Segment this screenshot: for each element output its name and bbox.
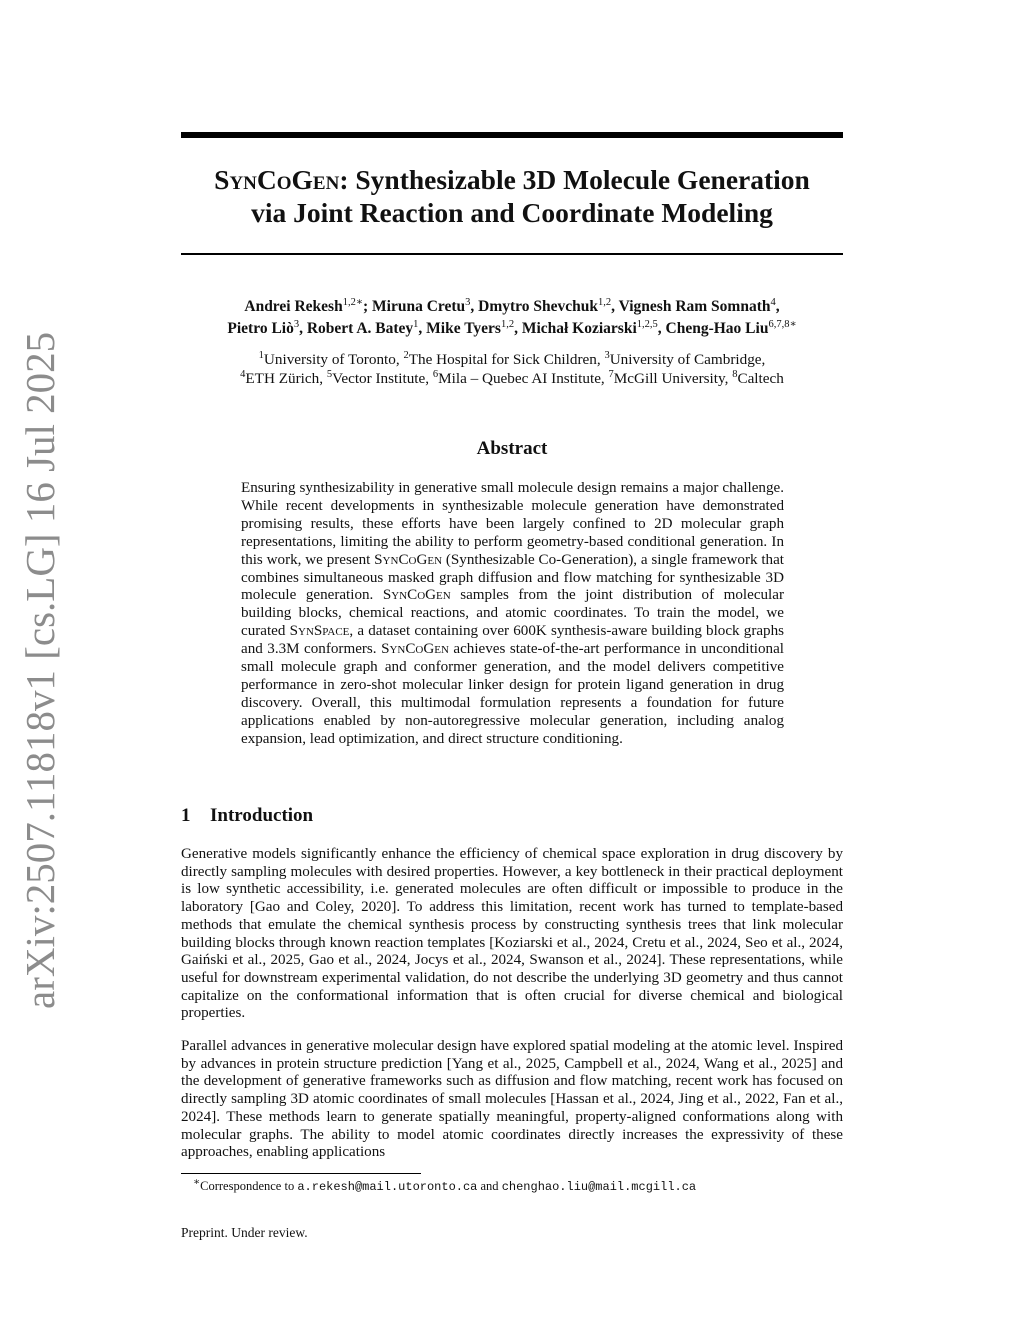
author-affil-mark: 1 [413,318,419,330]
footnote-text: Correspondence to [200,1179,298,1193]
author-name: Vignesh Ram Somnath [618,298,771,315]
affiliation: Vector Institute, [332,370,430,387]
abstract-text: achieves state-of-the-art performance in unconditional small molecule graph and conformer generation, and the model delivers competitive performance in zero-shot molecular linker design for protein ligand generation in drug discovery. Overall, this multimodal formulation represents a foundation for future applications enabled by non-autoregressive molecular generation, including analog expansion, lead optimization, and direct structure conditioning. [241,641,784,747]
author-affil-mark: 4 [770,296,776,308]
footnote-rule [181,1173,421,1174]
affiliation: University of Toronto, [263,351,400,368]
abstract-heading: Abstract [476,438,548,459]
affil-number: 3 [604,349,610,361]
section-number: 1 [181,805,191,826]
email-link[interactable]: chenghao.liu@mail.mcgill.ca [501,1180,697,1194]
intro-paragraph-2: Parallel advances in generative molecular design have explored spatial modeling at the atomic level. Inspired by advances in protein structure prediction [Yang et al., 2025, Campbell et al., 2024, Wang et al., 2025] and the development of generative frameworks such as diffusion and flow matching, recent work has focused on directly sampling 3D atomic coordinates of small molecules [Hassan et al., 2024, Jing et al., 2022, Fan et al., 2024]. These methods learn to generate spatially meaningful, property-aligned conformations along with molecular graphs. The ability to model atomic coordinates directly increases the expressivity of these approaches, enabling applications [181,1038,843,1161]
abstract-text: , a dataset containing over 600K synthesis-aware building block graphs and 3.3M conformers. [241,623,785,658]
author-name: Pietro Liò [227,320,294,337]
method-name: SynCoGen [214,164,340,195]
author-name: Dmytro Shevchuk [478,298,599,315]
corresponding-mark: ∗ [789,318,797,330]
arxiv-identifier: arXiv:2507.11818v1 [cs.LG] 16 Jul 2025 [17,331,63,1009]
footnote-mark: ∗ [193,1176,201,1188]
affil-number: 4 [240,368,246,380]
method-name: SynCoGen [382,587,451,604]
section-title: Introduction [210,805,314,826]
dataset-name: SynSpace [289,623,350,640]
corresponding-mark: ∗ [355,296,363,308]
author-name: Miruna Cretu [372,298,466,315]
preprint-notice: Preprint. Under review. [181,1225,308,1240]
affil-number: 5 [326,368,333,380]
author-affil-mark: 3 [465,296,471,308]
author-affil-mark: 1,2 [598,296,612,308]
affiliation: Caltech [737,370,784,387]
author-name: Robert A. Batey [306,320,414,337]
author-affil-mark: 1,2 [500,318,515,330]
affil-number: 6 [432,368,439,380]
title-top-rule [181,132,843,138]
abstract-text: (Synthesizable Co-Generation), a single framework that combines simultaneous masked graph diffusion and flow matching for synthesizable 3D molecule generation. [241,551,785,604]
paper-title [181,163,843,229]
affiliation: ETH Zürich, [245,370,324,387]
author-list: Andrei Rekesh$^{1,2∗}$; Miruna Cretu$^3$, Dmytro Shevchuk$^{1,2}$, Vignesh Ram Somnath$^4$, Pietro Liò$^3$, Robert A. Batey$^1$, Mike Tyers$^{1,2}$, Michał Koziarski$^{1,2,5}$, Cheng-Hao Liu$^{6,7,8∗}$ [227,296,797,337]
author-affil-mark: 1,2,5 [636,318,658,330]
affiliation-list [181,350,843,388]
intro-paragraph-1: Generative models significantly enhance the efficiency of chemical space exploration in drug discovery by directly sampling molecules with desired properties. However, a key bottleneck in their practical deployment is low synthetic accessibility, i.e. generated molecules are often difficult or impossible to produce in the laboratory [Gao and Coley, 2020]. To address this limitation, recent work has turned to template-based methods that emulate the chemical synthesis process by constructing synthesis trees that link molecular building blocks through known reaction templates [Koziarski et al., 2024, Cretu et al., 2024, Seo et al., 2024, Gaiński et al., 2025, Gao et al., 2024, Jocys et al., 2024, Swanson et al., 2024]. These representations, while useful for downstream experimental validation, do not describe the underlying 3D geometry and thus cannot capitalize on the conformational information that is often crucial for diverse chemical and biological properties. [181,846,843,1022]
section-heading-introduction [181,804,843,828]
method-name: SynCoGen [374,551,443,568]
author-name: Mike Tyers [426,320,501,337]
method-name: SynCoGen [381,641,449,658]
author-affil-mark: 3 [293,318,300,330]
affil-number: 1 [258,349,264,361]
author-name: Andrei Rekesh [244,298,343,315]
affiliation: McGill University, [613,370,729,387]
footnote-text: and [477,1179,502,1193]
email-link[interactable]: a.rekesh@mail.utoronto.ca [297,1180,478,1194]
author-name: Cheng-Hao Liu [665,320,769,337]
abstract-text: samples from the joint distribution of molecular building blocks, chemical reactions, and atomic coordinates. To train the model, we curated [241,587,784,640]
affiliation: The Hospital for Sick Children, [408,351,601,368]
abstract-body [241,480,784,749]
affil-number: 2 [403,349,409,361]
affiliation: University of Cambridge, [609,351,766,368]
title-bottom-rule [181,253,843,255]
footnote [193,1178,843,1195]
author-affil-mark: 6,7,8 [768,318,790,330]
author-name: Michał Koziarski [521,320,637,337]
abstract-text: Ensuring synthesizability in generative small molecule design remains a major challenge. While recent developments in synthesizable molecule generation have demonstrated promising results, these efforts have been largely confined to 2D molecular graph representations, limiting the ability to perform geometry-based conditional generation. In this work, we present [241,480,784,568]
author-affil-mark: 1,2 [342,296,356,308]
title-line1: : Synthesizable 3D Molecule Generation [339,164,810,195]
title-line2: via Joint Reaction and Coordinate Modeling [251,197,773,228]
affil-number: 8 [732,368,738,380]
affil-number: 7 [608,368,614,380]
affiliation: Mila – Quebec AI Institute, [438,370,605,387]
